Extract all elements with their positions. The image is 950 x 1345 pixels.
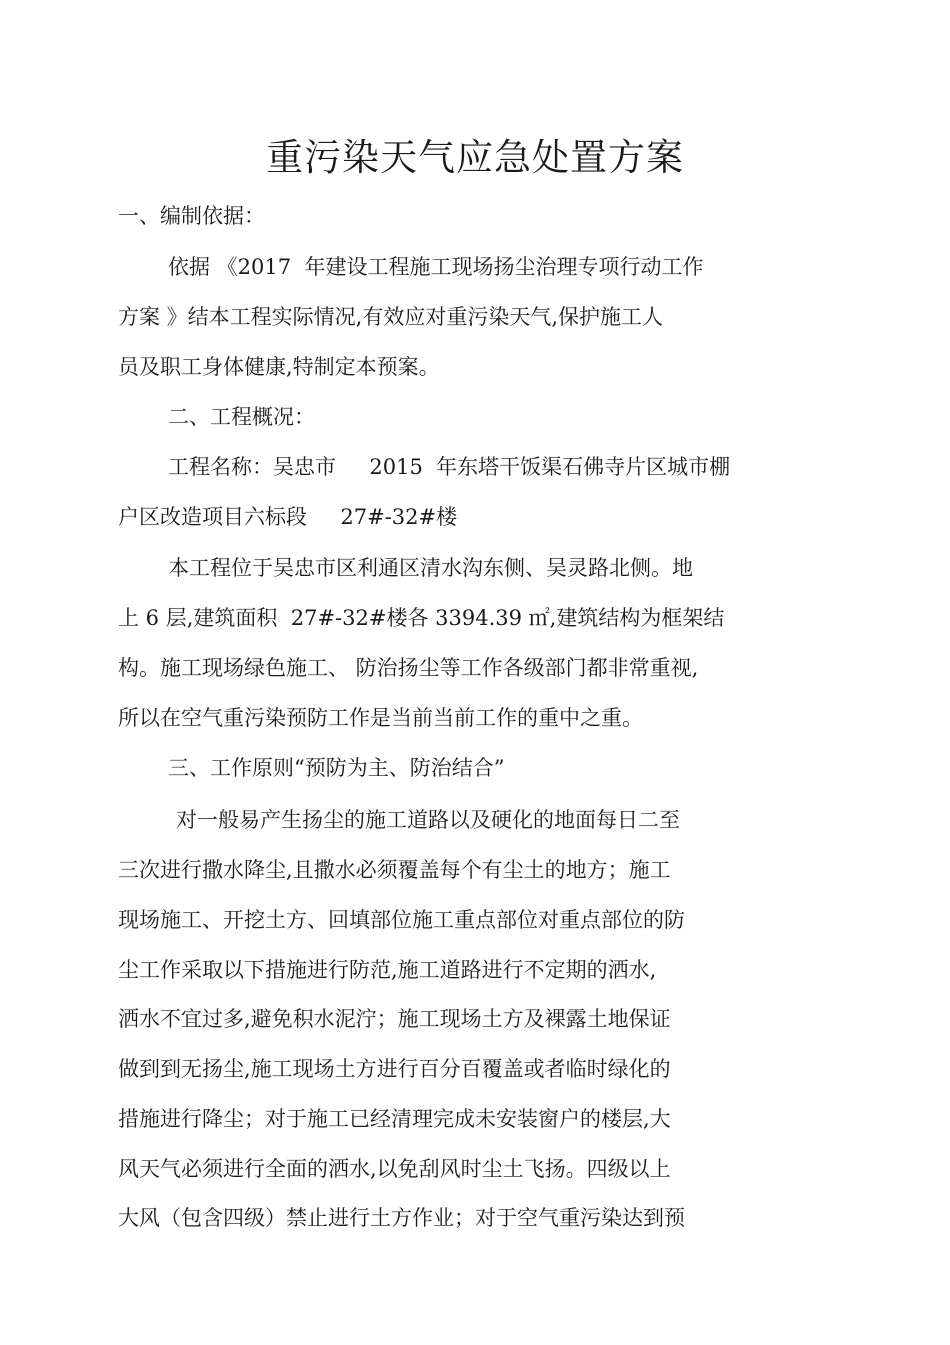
paragraph-line: 构。施工现场绿色施工、 防治扬尘等工作各级部门都非常重视, <box>118 656 699 680</box>
paragraph-line: 方案 》结本工程实际情况,有效应对重污染天气,保护施工人 <box>118 305 664 329</box>
paragraph-line: 户区改造项目六标段 27#-32#楼 <box>118 505 458 529</box>
paragraph-line: 措施进行降尘；对于施工已经清理完成未安装窗户的楼层,大 <box>118 1107 671 1131</box>
section-heading-principle: 三、工作原则“预防为主、防治结合” <box>168 756 505 780</box>
paragraph-line: 三次进行撒水降尘,且撒水必须覆盖每个有尘土的地方；施工 <box>118 858 671 882</box>
paragraph-line: 现场施工、开挖土方、回填部位施工重点部位对重点部位的防 <box>118 908 685 932</box>
document-title: 重污染天气应急处置方案 <box>266 136 684 179</box>
paragraph-line: 大风（包含四级）禁止进行土方作业；对于空气重污染达到预 <box>118 1206 685 1230</box>
paragraph-line: 本工程位于吴忠市区利通区清水沟东侧、吴灵路北侧。地 <box>168 556 693 580</box>
section-heading-overview: 二、工程概况： <box>168 405 315 429</box>
paragraph-line: 做到到无扬尘,施工现场土方进行百分百覆盖或者临时绿化的 <box>118 1057 671 1081</box>
paragraph-line: 对一般易产生扬尘的施工道路以及硬化的地面每日二至 <box>176 808 680 832</box>
paragraph-line: 工程名称：吴忠市 2015 年东塔干饭渠石佛寺片区城市棚 <box>168 455 731 479</box>
paragraph-line: 上 6 层,建筑面积 27#-32#楼各 3394.39 ㎡,建筑结构为框架结 <box>118 606 725 630</box>
section-heading-basis: 一、编制依据： <box>118 204 265 228</box>
paragraph-line: 员及职工身体健康,特制定本预案。 <box>118 355 440 379</box>
paragraph-line: 所以在空气重污染预防工作是当前当前工作的重中之重。 <box>118 706 643 730</box>
paragraph-line: 风天气必须进行全面的洒水,以免刮风时尘土飞扬。四级以上 <box>118 1157 671 1181</box>
paragraph-line: 依据 《2017 年建设工程施工现场扬尘治理专项行动工作 <box>168 255 704 279</box>
paragraph-line: 洒水不宜过多,避免积水泥泞；施工现场土方及裸露土地保证 <box>118 1007 671 1031</box>
paragraph-line: 尘工作采取以下措施进行防范,施工道路进行不定期的洒水, <box>118 958 657 982</box>
